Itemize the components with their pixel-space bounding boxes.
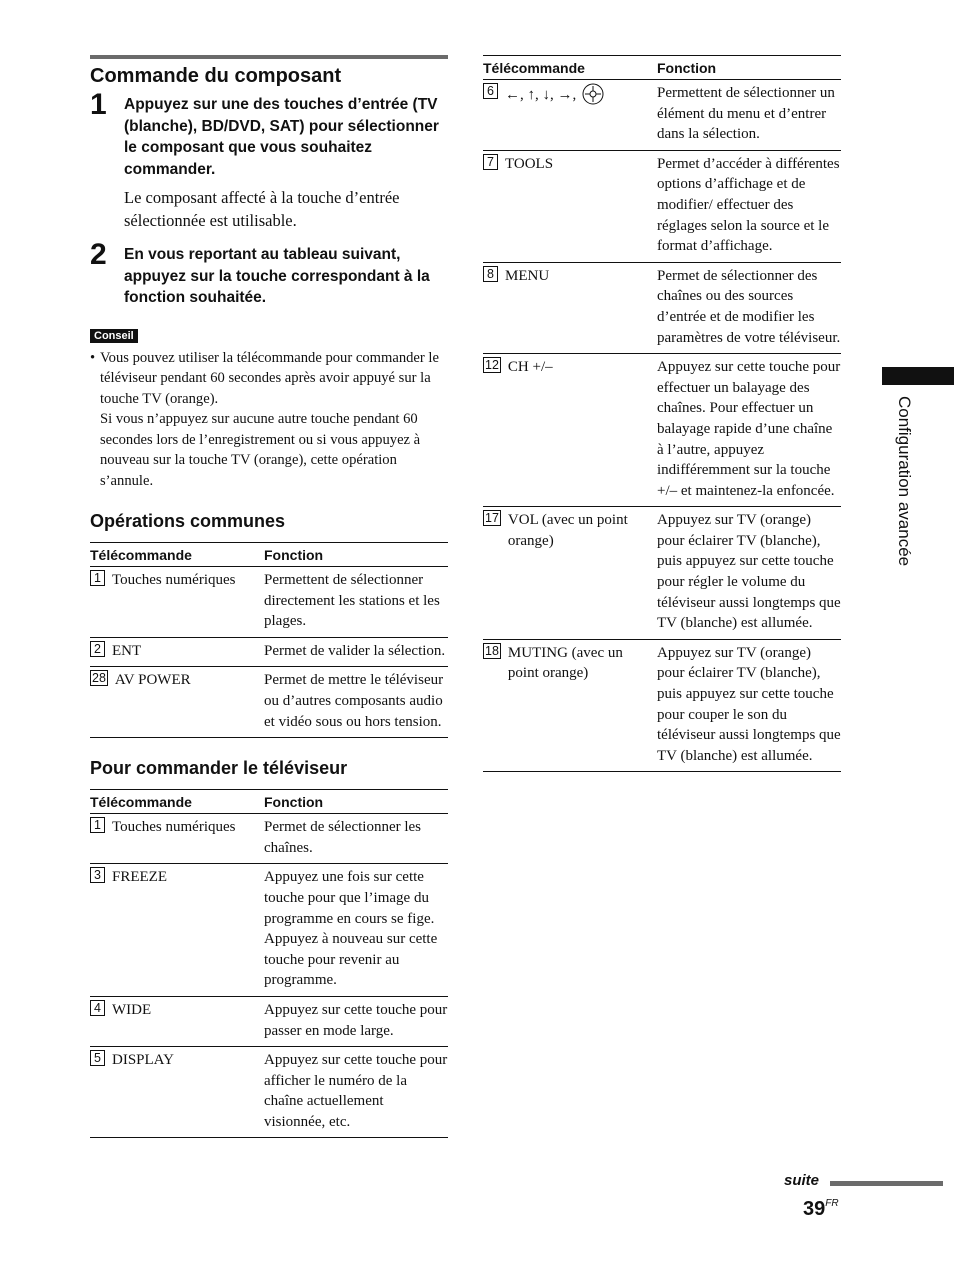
col-function-header: Fonction — [264, 790, 448, 814]
right-column — [483, 55, 841, 772]
function-text: Appuyez une fois sur cette touche pour que l’image du programme en cours se fige. Appuyez à nouveau sur cette touche pour revenir au programme. — [264, 864, 448, 997]
col-function-header: Fonction — [657, 56, 841, 80]
step-1-number: 1 — [90, 88, 107, 121]
tv-ops-table — [90, 789, 448, 1138]
tv-ops-table-continued — [483, 55, 841, 772]
key-number-badge: 5 — [90, 1050, 105, 1066]
function-text: Permet d’accéder à différentes options d’affichage et de modifier/ effectuer des réglages selon la source et le format d’affichage. — [657, 150, 841, 262]
table-row — [483, 150, 841, 262]
left-column — [90, 55, 448, 1138]
function-text: Permettent de sélectionner directement les stations et les plages. — [264, 567, 448, 638]
remote-key-label: Touches numériques — [112, 572, 236, 588]
tip-line-2: Si vous n’appuyez sur aucune autre touche pendant 60 secondes lors de l’enregistrement ou si vous appuyez à nouveau sur la touche TV (orange), cette opération s’annule. — [100, 411, 421, 489]
step-2-text: En vous reportant au tableau suivant, appuyez sur la touche correspondant à la fonction souhaitée. — [124, 246, 430, 306]
function-text: Appuyez sur TV (orange) pour éclairer TV (blanche), puis appuyez sur cette touche pour régler le volume du téléviseur aussi longtemps que TV (blanche) est allumée. — [657, 507, 841, 640]
page-number-value: 39 — [803, 1198, 826, 1220]
side-tab-marker — [882, 367, 954, 385]
col-remote-header: Télécommande — [90, 543, 264, 567]
table-row — [90, 667, 448, 738]
function-text: Permettent de sélectionner un élément du menu et d’entrer dans la sélection. — [657, 80, 841, 151]
remote-key-label: FREEZE — [112, 869, 167, 886]
side-section-label: Configuration avancée — [895, 396, 914, 567]
suite-label: suite — [784, 1172, 820, 1189]
table-row — [90, 996, 448, 1046]
remote-key-label: CH +/– — [507, 359, 553, 376]
remote-key-label: MUTING (avec un point orange) — [507, 644, 623, 682]
table-row — [90, 864, 448, 997]
page-number — [803, 1198, 839, 1221]
remote-key-label: VOL (avec un point orange) — [507, 512, 628, 549]
col-function-header: Fonction — [264, 543, 448, 567]
function-text: Permet de mettre le téléviseur ou d’autres composants audio et vidéo sous ou hors tension. — [264, 667, 448, 738]
section-rule — [90, 55, 448, 59]
remote-key-label: MENU — [505, 267, 550, 284]
tv-ops-title: Pour commander le téléviseur — [90, 758, 348, 779]
function-text: Appuyez sur cette touche pour afficher le numéro de la chaîne actuellement visionnée, etc. — [264, 1047, 448, 1138]
step-2-number: 2 — [90, 238, 107, 271]
key-number-badge: 6 — [483, 83, 498, 99]
table-row — [483, 262, 841, 353]
table-row — [90, 1047, 448, 1138]
enter-circle-icon — [582, 83, 604, 105]
page-lang: FR — [825, 1198, 839, 1209]
remote-key-label: WIDE — [112, 1001, 152, 1018]
table-row — [483, 507, 841, 640]
common-ops-title: Opérations communes — [90, 511, 286, 531]
function-text: Appuyez sur cette touche pour passer en mode large. — [264, 996, 448, 1046]
suite-bar — [830, 1181, 943, 1186]
remote-key-label: AV POWER — [114, 672, 191, 689]
function-text: Permet de sélectionner des chaînes ou des sources d’entrée et de modifier les paramètres de votre téléviseur. — [657, 262, 841, 353]
key-number-badge: 28 — [92, 671, 106, 686]
key-number-badge: 17 — [485, 511, 499, 526]
remote-key-label — [505, 83, 657, 106]
table-row — [90, 814, 448, 864]
key-number-badge: 7 — [483, 154, 498, 170]
remote-key-label: TOOLS — [505, 155, 554, 172]
table-row — [483, 639, 841, 772]
function-text: Permet de valider la sélection. — [264, 637, 448, 667]
col-remote-header: Télécommande — [90, 790, 264, 814]
remote-key-label: DISPLAY — [112, 1052, 174, 1069]
table-row — [90, 637, 448, 667]
table-row — [90, 567, 448, 638]
function-text: Permet de sélectionner les chaînes. — [264, 814, 448, 864]
key-number-badge: 4 — [90, 1000, 105, 1016]
arrow-keys-label: ←, ↑, ↓, →, — [505, 87, 577, 103]
col-remote-header: Télécommande — [483, 56, 657, 80]
function-text: Appuyez sur cette touche pour effectuer un balayage des chaînes. Pour effectuer un balayage rapide d’une chaîne à l’autre, appuyez indifféremment sur la touche +/– et maintenez-la enfoncée. — [657, 354, 841, 507]
tip-bullet: • — [90, 349, 96, 366]
step-2 — [90, 238, 448, 309]
table-row — [483, 354, 841, 507]
key-number-badge: 8 — [483, 266, 498, 282]
function-text: Appuyez sur TV (orange) pour éclairer TV (blanche), puis appuyez sur cette touche pour couper le son du téléviseur aussi longtemps que TV (blanche) est allumée. — [657, 639, 841, 772]
key-number-badge: 2 — [90, 641, 105, 657]
remote-key-label: Touches numériques — [112, 819, 236, 836]
key-number-badge: 1 — [90, 570, 105, 586]
key-number-badge: 12 — [485, 358, 499, 373]
conseil-badge: Conseil — [90, 329, 138, 343]
section-title: Commande du composant — [90, 65, 342, 87]
common-ops-table — [90, 542, 448, 738]
key-number-badge: 3 — [90, 867, 105, 883]
key-number-badge: 1 — [90, 817, 105, 833]
remote-key-label: ENT — [112, 642, 142, 659]
step-1 — [90, 88, 448, 232]
tip-line-1: Vous pouvez utiliser la télécommande pour commander le téléviseur pendant 60 secondes après avoir appuyé sur la touche TV (orange). — [100, 349, 439, 407]
key-number-badge: 18 — [485, 643, 499, 658]
table-row — [483, 80, 841, 151]
step-1-description: Le composant affecté à la touche d’entrée sélectionnée est utilisable. — [124, 188, 400, 230]
tip-text — [90, 348, 448, 492]
step-1-text: Appuyez sur une des touches d’entrée (TV (blanche), BD/DVD, SAT) pour sélectionner le composant que vous souhaitez commander. — [124, 96, 439, 178]
